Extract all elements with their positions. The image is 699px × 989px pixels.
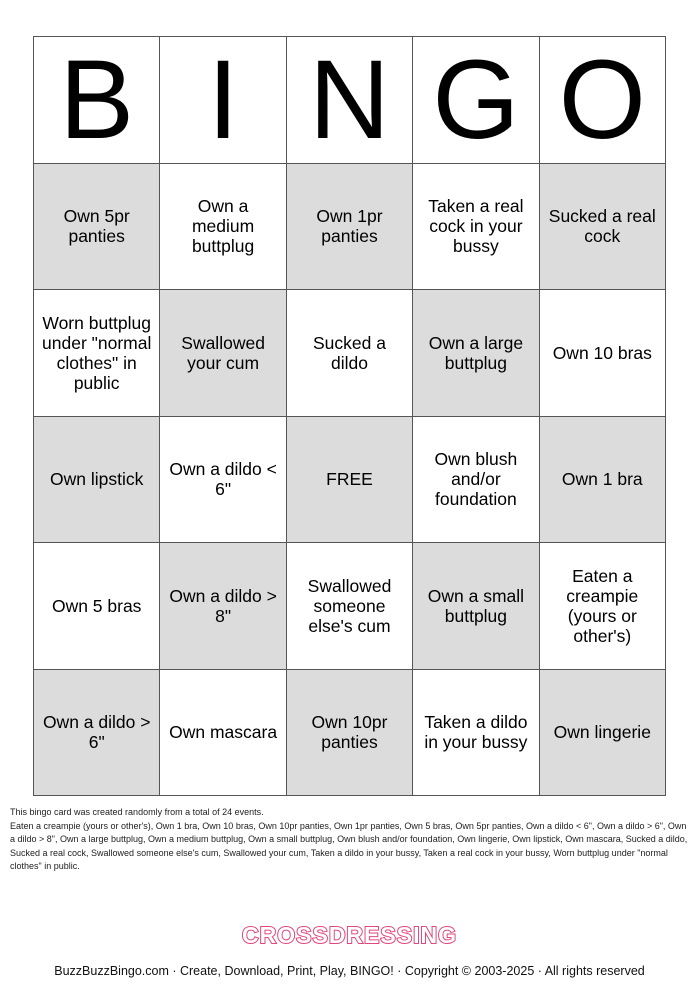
bingo-cell: Sucked a real cock bbox=[540, 164, 666, 291]
bingo-cell: Own a small buttplug bbox=[413, 543, 539, 670]
bingo-cell: Own 1 bra bbox=[540, 417, 666, 544]
bingo-cell: Eaten a creampie (yours or other's) bbox=[540, 543, 666, 670]
bingo-cell: Taken a dildo in your bussy bbox=[413, 670, 539, 797]
bingo-cell: Own lipstick bbox=[34, 417, 160, 544]
card-title-logo: CROSSDRESSING bbox=[242, 922, 457, 948]
bingo-cell: Own a dildo > 8" bbox=[160, 543, 286, 670]
bingo-cell: Own lingerie bbox=[540, 670, 666, 797]
bingo-cell: Own a medium buttplug bbox=[160, 164, 286, 291]
bingo-cell: Taken a real cock in your bussy bbox=[413, 164, 539, 291]
bingo-cell: Own a dildo > 6" bbox=[34, 670, 160, 797]
bingo-cell: Own 5pr panties bbox=[34, 164, 160, 291]
bingo-cell: Own blush and/or foundation bbox=[413, 417, 539, 544]
bingo-cell: Swallowed your cum bbox=[160, 290, 286, 417]
bingo-cell: Worn buttplug under "normal clothes" in public bbox=[34, 290, 160, 417]
bingo-cell: Own a dildo < 6" bbox=[160, 417, 286, 544]
card-info bbox=[10, 806, 690, 874]
bingo-cell: Own 5 bras bbox=[34, 543, 160, 670]
bingo-cell: Sucked a dildo bbox=[287, 290, 413, 417]
card-info-events: Eaten a creampie (yours or other's), Own 1 bra, Own 10 bras, Own 10pr panties, Own 1pr panties, Own 5 bras, Own 5pr panties, Own a dildo < 6", Own a dildo > 6", Own a dildo > 8", Own a large buttplug, Own a medium buttplug, Own a small buttplug, Own blush and/or foundation, Own lingerie, Own lipstick, Own mascara, Sucked a dildo, Sucked a real cock, Swallowed someone else's cum, Swallowed your cum, Taken a dildo in your bussy, Taken a real cock in your bussy, Worn buttplug under "normal clothes" in public. bbox=[10, 820, 688, 871]
header-letter-o: O bbox=[540, 37, 666, 164]
bingo-cell: Own a large buttplug bbox=[413, 290, 539, 417]
site-footer: BuzzBuzzBingo.com · Create, Download, Print, Play, BINGO! · Copyright © 2003-2025 · All rights reserved bbox=[54, 964, 645, 978]
bingo-cell: Own 10pr panties bbox=[287, 670, 413, 797]
header-letter-g: G bbox=[413, 37, 539, 164]
free-space-cell: FREE bbox=[287, 417, 413, 544]
bingo-cell: Swallowed someone else's cum bbox=[287, 543, 413, 670]
bingo-cell: Own 10 bras bbox=[540, 290, 666, 417]
bingo-card bbox=[33, 36, 666, 796]
header-letter-i: I bbox=[160, 37, 286, 164]
bingo-cell: Own 1pr panties bbox=[287, 164, 413, 291]
header-letter-b: B bbox=[34, 37, 160, 164]
bingo-cell: Own mascara bbox=[160, 670, 286, 797]
header-letter-n: N bbox=[287, 37, 413, 164]
card-info-summary: This bingo card was created randomly from a total of 24 events. bbox=[10, 807, 264, 817]
